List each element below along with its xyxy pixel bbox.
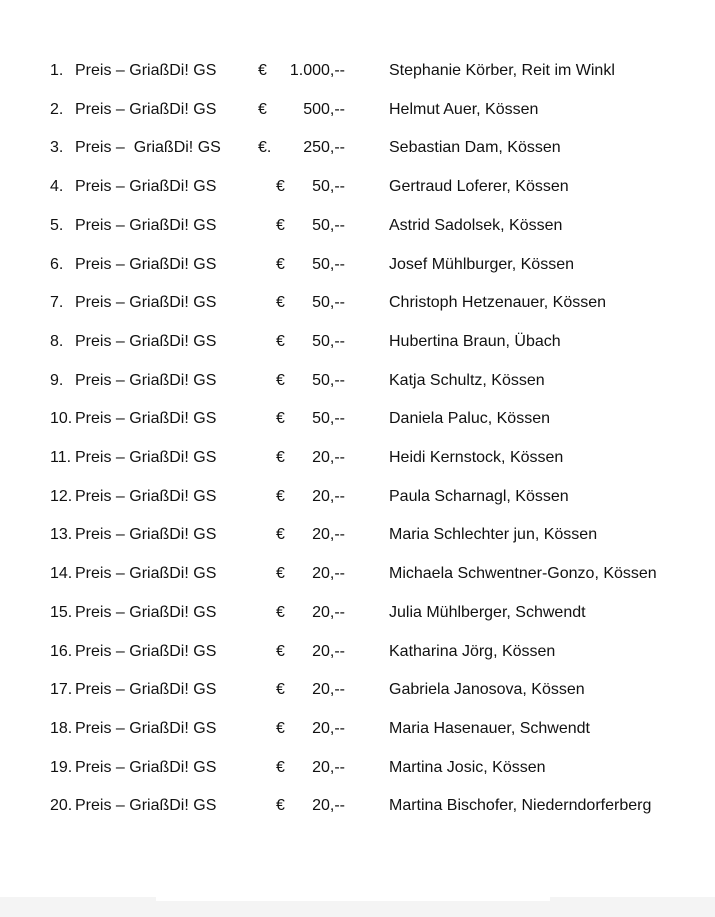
- prize-amount: 50,--: [312, 216, 345, 234]
- prize-rank: 2.: [50, 100, 64, 118]
- euro-currency-symbol: €: [276, 797, 285, 815]
- winner-name: Christoph Hetzenauer, Kössen: [389, 294, 607, 312]
- winner-name: Josef Mühlburger, Kössen: [389, 255, 574, 273]
- prize-row: [0, 293, 715, 312]
- prize-row: [0, 409, 715, 428]
- prize-amount: 1.000,--: [289, 62, 345, 79]
- prize-rank: 15.: [50, 603, 73, 621]
- prize-label: Preis – GriaßDi! GS: [75, 487, 217, 505]
- page-bottom-notch: [156, 897, 550, 901]
- prize-label: Preis – GriaßDi! GS: [75, 139, 221, 157]
- euro-currency-symbol: €: [276, 371, 285, 389]
- prize-rank: 12.: [50, 487, 73, 505]
- winner-name: Katharina Jörg, Kössen: [389, 642, 556, 660]
- prize-label: Preis – GriaßDi! GS: [75, 332, 217, 350]
- prize-label: Preis – GriaßDi! GS: [75, 642, 217, 660]
- euro-currency-symbol: €: [276, 178, 285, 196]
- euro-currency-symbol: €: [276, 526, 285, 544]
- prize-label: Preis – GriaßDi! GS: [75, 294, 217, 312]
- euro-currency-symbol: €: [276, 681, 285, 699]
- prize-label: Preis – GriaßDi! GS: [75, 681, 217, 699]
- prize-row: [0, 487, 715, 506]
- prize-rank: 1.: [50, 62, 64, 79]
- euro-currency-symbol: €: [258, 100, 267, 118]
- prize-row: [0, 138, 715, 157]
- prize-label: Preis – GriaßDi! GS: [75, 449, 217, 467]
- prize-rank: 17.: [50, 681, 73, 699]
- prize-label: Preis – GriaßDi! GS: [75, 410, 217, 428]
- winner-name: Stephanie Körber, Reit im Winkl: [389, 62, 615, 79]
- euro-currency-symbol: €: [276, 410, 285, 428]
- winner-name: Maria Hasenauer, Schwendt: [389, 719, 590, 737]
- euro-currency-symbol: €: [276, 758, 285, 776]
- prize-rank: 4.: [50, 178, 64, 196]
- winner-name: Martina Josic, Kössen: [389, 758, 546, 776]
- prize-amount: 50,--: [312, 255, 345, 273]
- prize-row: [0, 371, 715, 390]
- prize-amount: 500,--: [303, 100, 345, 118]
- winner-name: Martina Bischofer, Niederndorferberg: [389, 797, 652, 815]
- prize-label: Preis – GriaßDi! GS: [75, 100, 217, 118]
- prize-label: Preis – GriaßDi! GS: [75, 758, 217, 776]
- euro-currency-symbol: €: [276, 294, 285, 312]
- euro-currency-symbol: €: [276, 487, 285, 505]
- winner-name: Michaela Schwentner-Gonzo, Kössen: [389, 565, 657, 583]
- prize-rank: 20.: [50, 797, 73, 815]
- prize-label: Preis – GriaßDi! GS: [75, 526, 217, 544]
- prize-row: [0, 719, 715, 738]
- prize-row: [0, 332, 715, 351]
- euro-currency-symbol: €: [276, 603, 285, 621]
- prize-amount: 20,--: [312, 642, 345, 660]
- prize-label: Preis – GriaßDi! GS: [75, 603, 217, 621]
- prize-rank: 10.: [50, 410, 73, 428]
- prize-amount: 50,--: [312, 332, 345, 350]
- euro-currency-symbol: €: [276, 449, 285, 467]
- prize-row: [0, 758, 715, 777]
- prize-amount: 50,--: [312, 178, 345, 196]
- winner-name: Maria Schlechter jun, Kössen: [389, 526, 598, 544]
- winner-name: Daniela Paluc, Kössen: [389, 410, 550, 428]
- euro-currency-symbol: €: [276, 719, 285, 737]
- prize-label: Preis – GriaßDi! GS: [75, 62, 217, 79]
- prize-label: Preis – GriaßDi! GS: [75, 371, 217, 389]
- prize-row: [0, 680, 715, 699]
- prize-row: [0, 525, 715, 544]
- prize-amount: 20,--: [312, 719, 345, 737]
- winner-name: Helmut Auer, Kössen: [389, 100, 539, 118]
- euro-currency-symbol: €: [276, 565, 285, 583]
- prize-rank: 6.: [50, 255, 64, 273]
- prize-row: [0, 61, 715, 80]
- winner-name: Sebastian Dam, Kössen: [389, 139, 561, 157]
- winner-name: Heidi Kernstock, Kössen: [389, 449, 564, 467]
- prize-amount: 20,--: [312, 449, 345, 467]
- prize-row: [0, 216, 715, 235]
- euro-currency-symbol: €: [276, 332, 285, 350]
- prize-list: [0, 61, 715, 835]
- prize-amount: 50,--: [312, 410, 345, 428]
- prize-amount: 20,--: [312, 565, 345, 583]
- euro-currency-symbol: €: [276, 216, 285, 234]
- prize-rank: 7.: [50, 294, 64, 312]
- winner-name: Gertraud Loferer, Kössen: [389, 178, 569, 196]
- winner-name: Astrid Sadolsek, Kössen: [389, 216, 563, 234]
- prize-row: [0, 603, 715, 622]
- prize-label: Preis – GriaßDi! GS: [75, 719, 217, 737]
- prize-rank: 19.: [50, 758, 73, 776]
- euro-currency-symbol: €: [276, 255, 285, 273]
- winner-name: Julia Mühlberger, Schwendt: [389, 603, 586, 621]
- prize-label: Preis – GriaßDi! GS: [75, 565, 217, 583]
- prize-label: Preis – GriaßDi! GS: [75, 797, 217, 815]
- prize-label: Preis – GriaßDi! GS: [75, 255, 217, 273]
- prize-rank: 14.: [50, 565, 73, 583]
- winner-name: Katja Schultz, Kössen: [389, 371, 545, 389]
- prize-rank: 18.: [50, 719, 73, 737]
- prize-rank: 8.: [50, 332, 64, 350]
- winner-name: Gabriela Janosova, Kössen: [389, 681, 585, 699]
- prize-row: [0, 100, 715, 119]
- prize-amount: 50,--: [312, 371, 345, 389]
- prize-amount: 50,--: [312, 294, 345, 312]
- prize-amount: 20,--: [312, 797, 345, 815]
- prize-amount: 20,--: [312, 526, 345, 544]
- prize-label: Preis – GriaßDi! GS: [75, 216, 217, 234]
- prize-row: [0, 177, 715, 196]
- prize-row: [0, 448, 715, 467]
- prize-amount: 20,--: [312, 487, 345, 505]
- prize-label: Preis – GriaßDi! GS: [75, 178, 217, 196]
- prize-rank: 11.: [50, 449, 72, 467]
- prize-amount: 20,--: [312, 603, 345, 621]
- euro-currency-symbol: €.: [258, 139, 272, 157]
- prize-amount: 20,--: [312, 758, 345, 776]
- prize-rank: 9.: [50, 371, 64, 389]
- prize-row: [0, 255, 715, 274]
- winner-name: Paula Scharnagl, Kössen: [389, 487, 569, 505]
- prize-row: [0, 564, 715, 583]
- prize-row: [0, 642, 715, 661]
- prize-rank: 13.: [50, 526, 73, 544]
- prize-amount: 250,--: [303, 139, 345, 157]
- prize-amount: 20,--: [312, 681, 345, 699]
- prize-rank: 16.: [50, 642, 73, 660]
- euro-currency-symbol: €: [276, 642, 285, 660]
- euro-currency-symbol: €: [258, 62, 267, 79]
- prize-row: [0, 796, 715, 815]
- prize-rank: 5.: [50, 216, 64, 234]
- prize-rank: 3.: [50, 139, 64, 157]
- winner-name: Hubertina Braun, Übach: [389, 332, 561, 350]
